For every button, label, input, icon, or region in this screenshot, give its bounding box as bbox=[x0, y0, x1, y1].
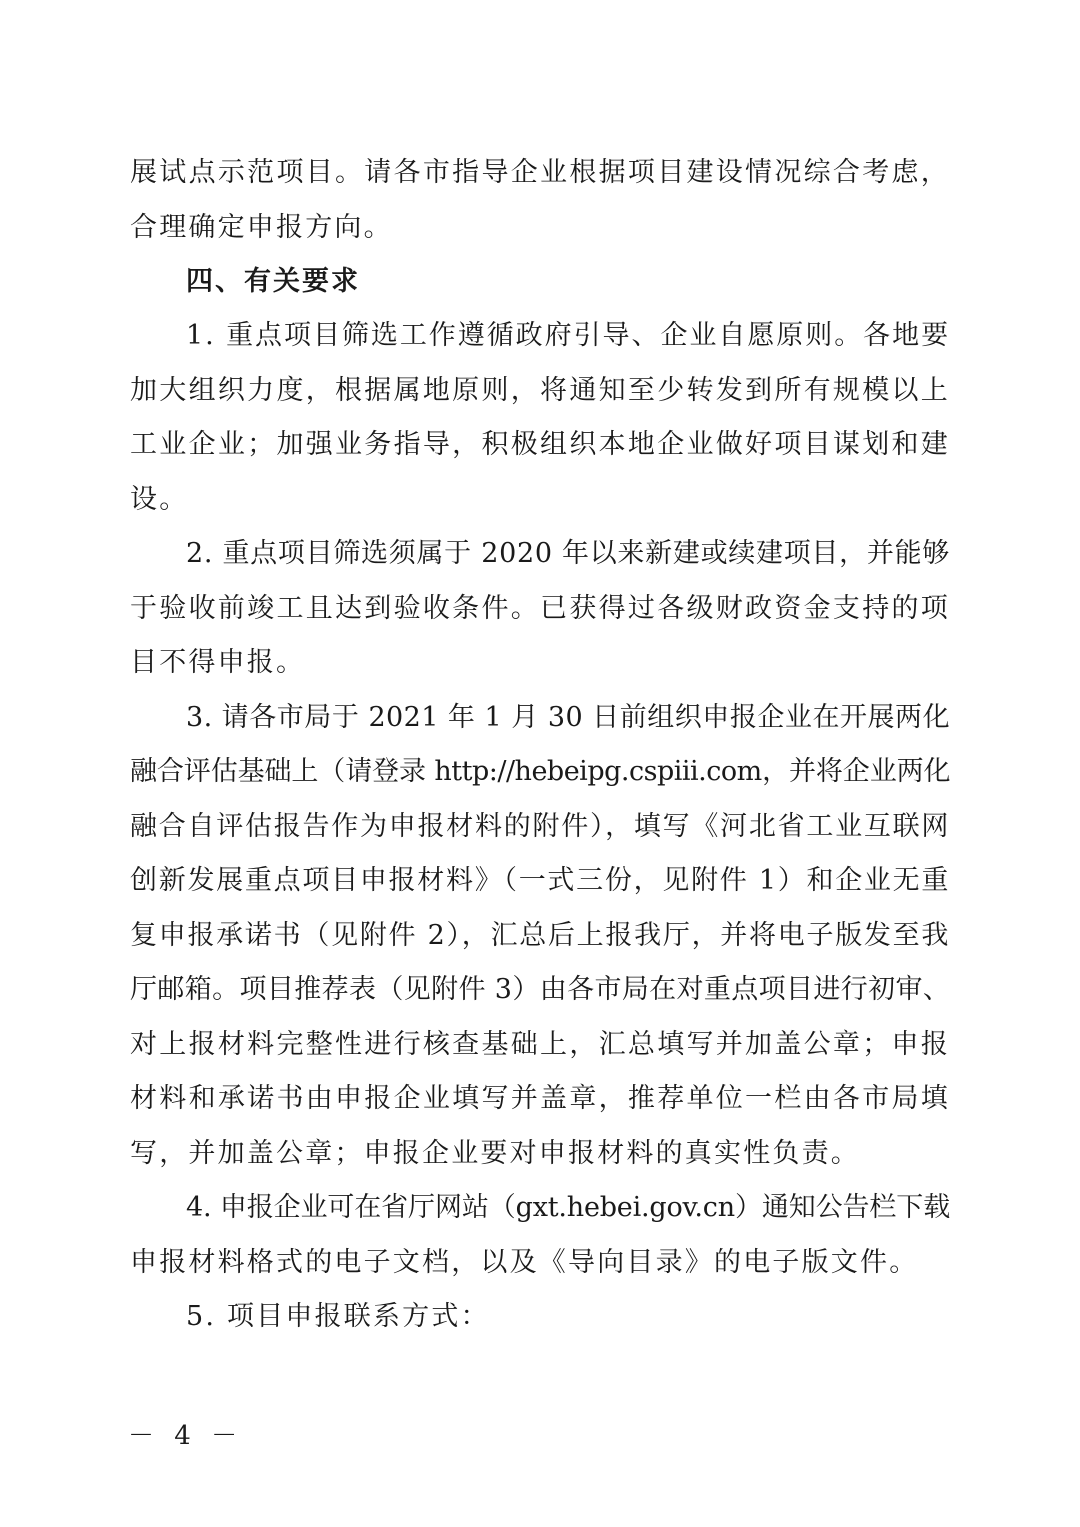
body-line: 设。 bbox=[130, 484, 189, 515]
body-line: 融合评估基础上（请登录 http://hebeipg.cspiii.com，并将企业两化 bbox=[130, 756, 950, 787]
body-line: 4. 申报企业可在省厅网站（gxt.hebei.gov.cn）通知公告栏下载 bbox=[186, 1192, 950, 1223]
body-line: 申报材料格式的电子文档，以及《导向目录》的电子版文件。 bbox=[130, 1247, 919, 1278]
body-line: 3. 请各市局于 2021 年 1 月 30 日前组织申报企业在开展两化 bbox=[186, 702, 950, 733]
body-line: 1. 重点项目筛选工作遵循政府引导、企业自愿原则。各地要 bbox=[186, 320, 950, 351]
body-line: 复申报承诺书（见附件 2），汇总后上报我厅，并将电子版发至我 bbox=[130, 920, 950, 951]
body-line: 对上报材料完整性进行核查基础上，汇总填写并加盖公章；申报 bbox=[130, 1029, 950, 1060]
body-line: 5. 项目申报联系方式： bbox=[186, 1301, 490, 1332]
body-line: 合理确定申报方向。 bbox=[130, 212, 393, 243]
section-heading: 四、有关要求 bbox=[186, 266, 360, 297]
body-line: 创新发展重点项目申报材料》（一式三份，见附件 1）和企业无重 bbox=[130, 865, 950, 896]
body-line: 融合自评估报告作为申报材料的附件），填写《河北省工业互联网 bbox=[130, 811, 950, 842]
body-line: 材料和承诺书由申报企业填写并盖章，推荐单位一栏由各市局填 bbox=[130, 1083, 950, 1114]
page-number: － 4 － bbox=[128, 1421, 244, 1451]
body-line: 厅邮箱。项目推荐表（见附件 3）由各市局在对重点项目进行初审、 bbox=[130, 974, 950, 1005]
body-line: 写，并加盖公章；申报企业要对申报材料的真实性负责。 bbox=[130, 1138, 860, 1169]
body-line: 2. 重点项目筛选须属于 2020 年以来新建或续建项目，并能够 bbox=[186, 538, 950, 569]
body-line: 展试点示范项目。请各市指导企业根据项目建设情况综合考虑， bbox=[130, 157, 950, 188]
body-line: 目不得申报。 bbox=[130, 647, 306, 678]
body-line: 加大组织力度，根据属地原则，将通知至少转发到所有规模以上 bbox=[130, 375, 950, 406]
body-line: 工业企业；加强业务指导，积极组织本地企业做好项目谋划和建 bbox=[130, 429, 950, 460]
body-line: 于验收前竣工且达到验收条件。已获得过各级财政资金支持的项 bbox=[130, 593, 950, 624]
